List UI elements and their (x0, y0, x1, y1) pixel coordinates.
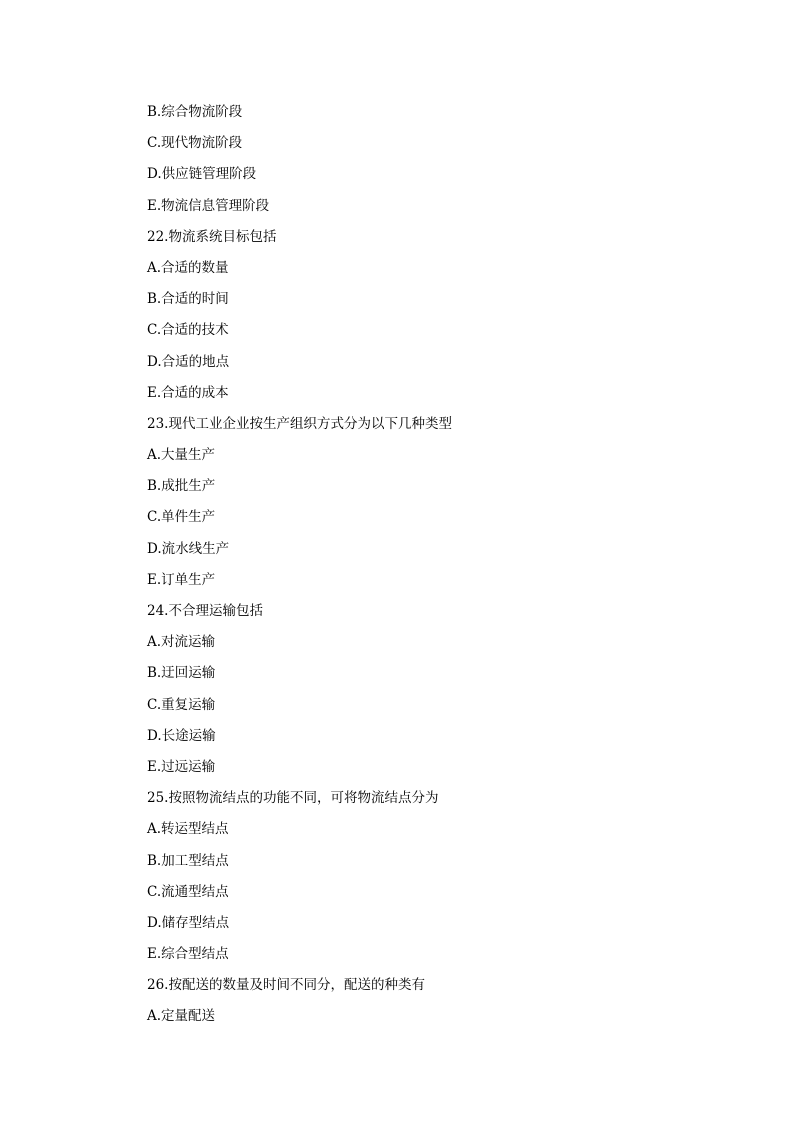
option-line: E.订单生产 (147, 571, 216, 588)
option-line: C.流通型结点 (147, 883, 229, 900)
option-line: A.转运型结点 (147, 821, 229, 838)
option-line: B.综合物流阶段 (147, 104, 243, 120)
question-line: 26.按配送的数量及时间不同分，配送的种类有 (147, 977, 425, 994)
option-line: B.迂回运输 (147, 665, 216, 682)
option-line: B.合适的时间 (147, 291, 229, 308)
question-line: 23.现代工业企业按生产组织方式分为以下几种类型 (147, 415, 452, 432)
option-line: D.流水线生产 (147, 540, 230, 557)
option-line: D.储存型结点 (147, 914, 230, 931)
option-line: A.对流运输 (147, 634, 216, 651)
option-line: A.大量生产 (147, 447, 216, 464)
option-line: A.定量配送 (147, 1008, 216, 1025)
option-line: A.合适的数量 (147, 259, 229, 276)
question-line: 25.按照物流结点的功能不同，可将物流结点分为 (147, 790, 439, 807)
question-line: 22.物流系统目标包括 (147, 228, 277, 245)
option-line: D.供应链管理阶段 (147, 166, 257, 183)
option-line: C.现代物流阶段 (147, 135, 243, 152)
option-line: E.过远运输 (147, 758, 216, 775)
option-line: E.物流信息管理阶段 (147, 197, 270, 214)
option-line: B.成批生产 (147, 478, 216, 495)
option-line: E.综合型结点 (147, 946, 229, 963)
question-line: 24.不合理运输包括 (147, 603, 263, 619)
question-list (147, 102, 707, 1038)
option-line: D.合适的地点 (147, 353, 230, 370)
option-line: C.单件生产 (147, 509, 216, 526)
option-line: E.合适的成本 (147, 384, 229, 401)
option-line: D.长途运输 (147, 727, 216, 744)
option-line: C.合适的技术 (147, 322, 229, 339)
option-line: B.加工型结点 (147, 852, 229, 869)
option-line: C.重复运输 (147, 696, 216, 713)
